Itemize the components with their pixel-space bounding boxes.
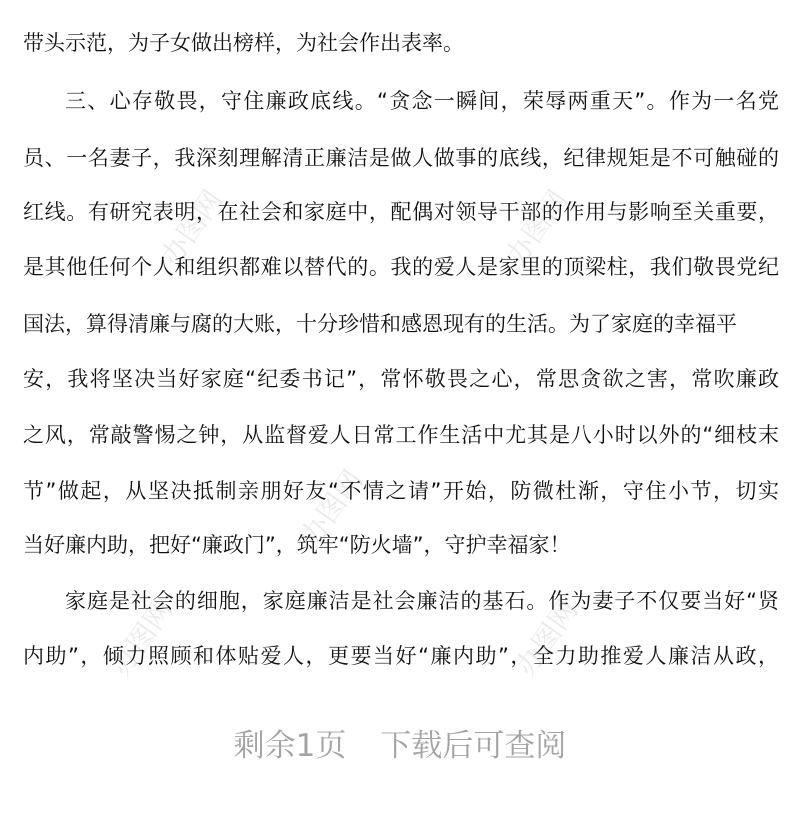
watermark: 办图网 [294, 464, 370, 552]
text-line: 内助”，倾力照顾和体贴爱人，更要当好“廉内助”，全力助推爱人廉洁从政， [23, 644, 779, 668]
download-prompt[interactable] [0, 726, 800, 766]
text-line: 节”做起，从坚决抵制亲朋好友“不情之请”开始，防微杜渐，守住小节，切实 [23, 479, 779, 503]
watermark: 办图网 [104, 594, 180, 682]
text-line: 员、一名妻子，我深刻理解清正廉洁是做人做事的底线，纪律规矩是不可触碰的 [23, 146, 779, 170]
watermark: 办图网 [499, 184, 575, 272]
text-line: 当好廉内助，把好“廉政门”，筑牢“防火墙”，守护幸福家！ [23, 533, 571, 557]
text-line: 之风，常敲警惕之钟，从监督爱人日常工作生活中尤其是八小时以外的“细枝末 [23, 423, 779, 447]
text-line: 三、心存敬畏，守住廉政底线。“贪念一瞬间，荣辱两重天”。作为一名党 [65, 89, 779, 113]
text-line: 红线。有研究表明，在社会和家庭中，配偶对领导干部的作用与影响至关重要， [23, 200, 779, 224]
watermark: 办图网 [154, 184, 230, 272]
text-line: 带头示范，为子女做出榜样，为社会作出表率。 [23, 31, 464, 55]
text-line: 安，我将坚决当好家庭“纪委书记”，常怀敬畏之心，常思贪欲之害，常吹廉政 [23, 367, 779, 391]
watermark: 办图网 [509, 594, 585, 682]
download-hint-label: 下载后可查阅 [380, 728, 567, 764]
text-line: 家庭是社会的细胞，家庭廉洁是社会廉洁的基石。作为妻子不仅要当好“贤 [65, 589, 779, 613]
text-line: 国法，算得清廉与腐的大账，十分珍惜和感恩现有的生活。为了家庭的幸福平 [23, 312, 737, 336]
text-line: 是其他任何个人和组织都难以替代的。我的爱人是家里的顶梁柱，我们敬畏党纪 [23, 255, 779, 279]
remaining-pages-label: 剩余1页 [233, 728, 347, 764]
